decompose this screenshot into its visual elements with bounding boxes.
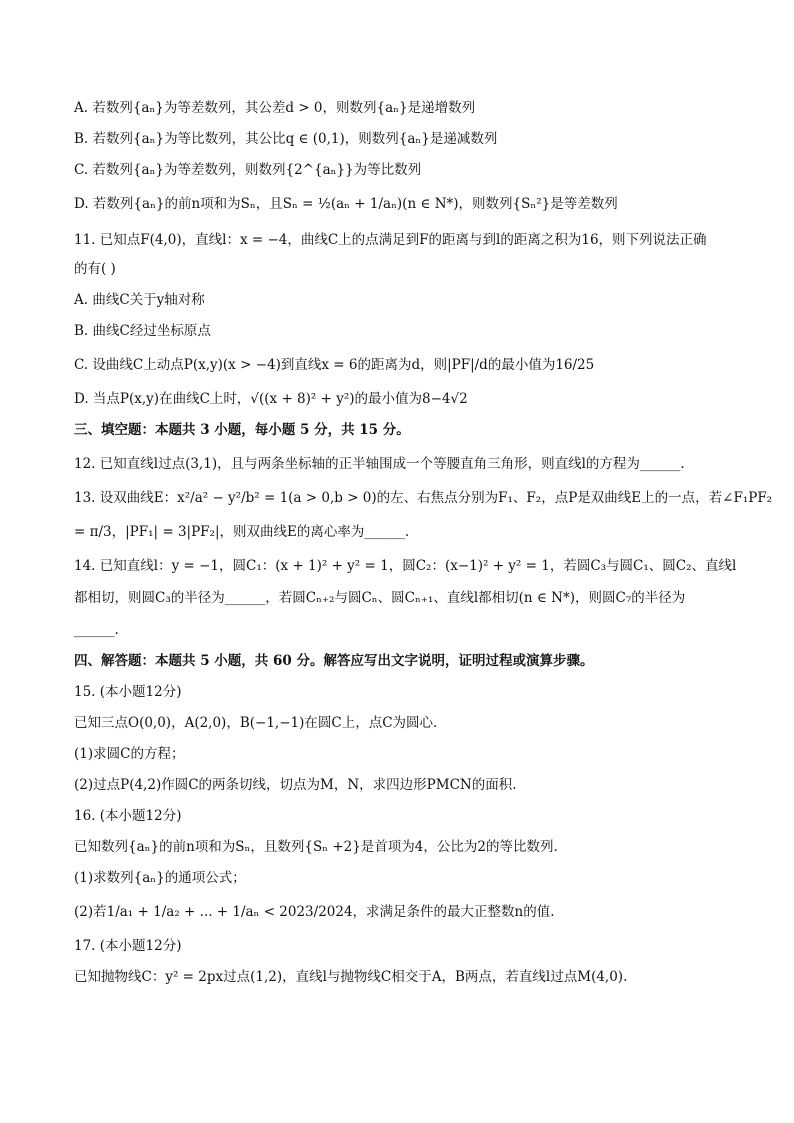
question-17-text: 已知抛物线C：y² = 2px过点(1,2)，直线l与抛物线C相交于A，B两点，若直线l过点M(4,0). <box>74 969 628 985</box>
question-16-part-1: (1)求数列{aₙ}的通项公式； <box>74 870 246 886</box>
question-16-part-2: (2)若1/a₁ + 1/a₂ + ... + 1/aₙ < 2023/2024，求满足条件的最大正整数n的值. <box>74 904 555 920</box>
question-11-option-c: C. 设曲线C上动点P(x,y)(x > −4)到直线x = 6的距离为d，则|PF|/d的最小值为16/25 <box>74 357 595 373</box>
option-c: C. 若数列{aₙ}为等差数列，则数列{2^{aₙ}}为等比数列 <box>74 162 422 178</box>
question-14-text-cont: 都相切，则圆C₃的半径为______，若圆Cₙ₊₂与圆Cₙ、圆Cₙ₊₁、直线l都相切(n ∈ N*)，则圆C₇的半径为 <box>74 590 686 606</box>
question-17-title: 17. (本小题12分) <box>74 938 182 954</box>
question-12-text: 12. 已知直线l过点(3,1)，且与两条坐标轴的正半轴围成一个等腰直角三角形，则直线l的方程为______. <box>74 456 685 472</box>
option-b: B. 若数列{aₙ}为等比数列，其公比q ∈ (0,1)，则数列{aₙ}是递减数列 <box>74 131 498 147</box>
option-a: A. 若数列{aₙ}为等差数列，其公差d > 0，则数列{aₙ}是递增数列 <box>74 100 476 116</box>
question-16-text: 已知数列{aₙ}的前n项和为Sₙ，且数列{Sₙ +2}是首项为4，公比为2的等比数列. <box>74 839 558 855</box>
exam-page <box>74 98 773 987</box>
question-16-title: 16. (本小题12分) <box>74 808 182 824</box>
option-d: D. 若数列{aₙ}的前n项和为Sₙ，且Sₙ = ½(aₙ + 1/aₙ)(n ∈ N*)，则数列{Sₙ²}是等差数列 <box>74 196 618 212</box>
question-11-text: 11. 已知点F(4,0)，直线l：x = −4，曲线C上的点满足到F的距离与到l的距离之积为16，则下列说法正确 <box>74 232 707 248</box>
question-15-part-1: (1)求圆C的方程； <box>74 746 185 762</box>
question-13-text-cont: = π/3，|PF₁| = 3|PF₂|，则双曲线E的离心率为______. <box>74 524 410 540</box>
question-13-text: 13. 设双曲线E：x²/a² − y²/b² = 1(a > 0,b > 0)的左、右焦点分别为F₁、F₂，点P是双曲线E上的一点，若∠F₁PF₂ <box>74 490 773 506</box>
question-14-text-end: ______. <box>74 622 119 638</box>
question-11-text-cont: 的有( ) <box>74 261 116 277</box>
section-heading-answers: 四、解答题：本题共 5 小题，共 60 分。解答应写出文字说明，证明过程或演算步骤。 <box>74 653 594 669</box>
question-11-option-b: B. 曲线C经过坐标原点 <box>74 323 211 339</box>
question-14-text: 14. 已知直线l：y = −1，圆C₁：(x + 1)² + y² = 1，圆C₂：(x−1)² + y² = 1，若圆C₃与圆C₁、圆C₂、直线l <box>74 558 737 574</box>
section-heading-fill-blank: 三、填空题：本题共 3 小题，每小题 5 分，共 15 分。 <box>74 422 410 438</box>
question-15-text: 已知三点O(0,0)，A(2,0)，B(−1,−1)在圆C上，点C为圆心. <box>74 715 438 731</box>
question-11-option-d: D. 当点P(x,y)在曲线C上时，√((x + 8)² + y²)的最小值为8−4√2 <box>74 391 468 407</box>
question-15-title: 15. (本小题12分) <box>74 684 182 700</box>
question-11-option-a: A. 曲线C关于y轴对称 <box>74 292 205 308</box>
question-15-part-2: (2)过点P(4,2)作圆C的两条切线，切点为M，N，求四边形PMCN的面积. <box>74 777 517 793</box>
